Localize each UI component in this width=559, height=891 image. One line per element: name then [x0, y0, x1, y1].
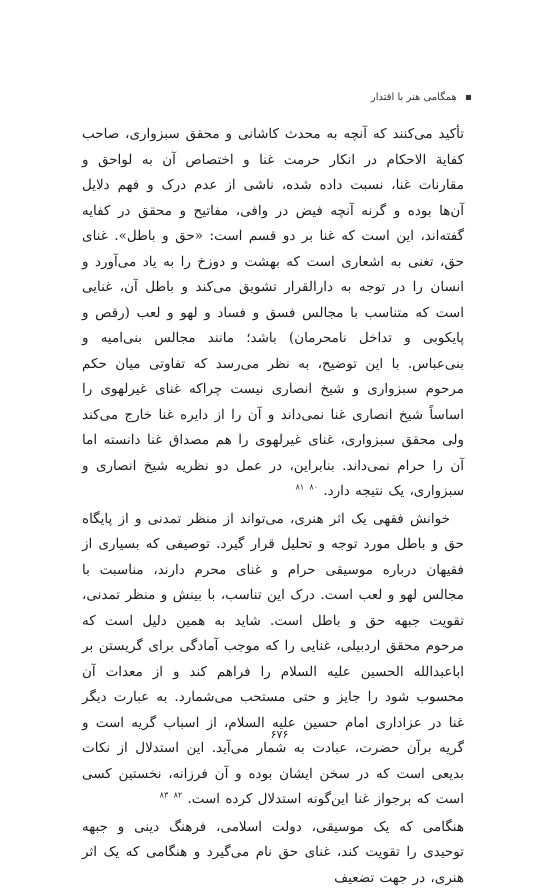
paragraph-3: [82, 815, 464, 891]
footnote-ref-82[interactable]: ۸۲: [174, 791, 183, 800]
page-number: ۶۷۶: [0, 728, 559, 741]
footnote-ref-83[interactable]: ۸۳: [160, 791, 169, 800]
paragraph-1-text: تأکید می‌کنند که آنچه به محدث کاشانی و محقق سبزواری، صاحب کفایة الاحکام در انکار حرمت غنا و اختصاص آن به لواحق و مقارنات غنا، نسبت داده شده، ناشی از عدم درک و فهم دلایل آن‌ها بوده و گرنه آنچه فیض در وافی، مفاتیح و محقق در کفایه گفته‌اند، این است که غنا بر دو قسم است: «حق و باطل». غنای حق، تغنی به اشعاری است که بهشت و دوزخ را به یاد می‌آورد و انسان را در توجه به دارالقرار تشویق می‌کند و باطل آن، غنایی است که متناسب با مجالس فسق و فساد و لهو و لعب (رقص و پایکوبی و تداخل نامحرمان) باشد؛ مانند مجالس بنی‌امیه و بنی‌عباس. با این توضیح، به نظر می‌رسد که تفاوتی میان حکم مرحوم سبزواری و شیخ انصاری نیست چراکه غنای غیرلهوی را اساساً شیخ انصاری غنا نمی‌داند و آن را از دایره غنا خارج می‌کند ولی محقق سبزواری، غنای غیرلهوی را هم مصداق غنا دانسته اما آن را حرام نمی‌داند. بنابراین، در عمل دو نظریه شیخ انصاری و سبزواری، یک نتیجه دارد.: [82, 126, 464, 499]
running-header: [71, 92, 471, 103]
paragraph-1: [82, 122, 464, 505]
paragraph-3-text: هنگامی که یک موسیقی، دولت اسلامی، فرهنگ دینی و جبهه توحیدی را تقویت کند، غنای حق نام می‌گیرد و هنگامی که یک اثر هنری، در جهت تضعیف: [82, 819, 464, 886]
footnote-ref-81[interactable]: ۸۱: [296, 483, 305, 492]
footnote-ref-80[interactable]: ۸۰: [309, 483, 318, 492]
running-title: همگامی هنر با اقتدار: [371, 92, 457, 103]
paragraph-2: [82, 507, 464, 813]
paragraph-2-text: خوانش فقهی یک اثر هنری، می‌تواند از منظر تمدنی و از پایگاه حق و باطل مورد توجه و تحلیل قرار گیرد. توصیفی که بسیاری از فقیهان درباره موسیقی حرام و غنای محرم دارند، مناسبت با مجالس لهو و لعب است. درک این تناسب، با بینش و منظر تمدنی، تقویت جبهه حق و باطل است. شاید به همین دلیل است که مرحوم محقق اردبیلی، غنایی را که موجب آمادگی برای گریستن بر اباعبدالله الحسین علیه السلام را فراهم کند و از معدات آن محسوب شود را جایز و حتی مستحب می‌شمارد. به عبارت دیگر غنا در عزاداری امام حسین علیه السلام، از اسباب گریه است و گریه برآن حضرت، عبادت به شمار می‌آید. این استدلال از نکات بدیعی است که در سخن ایشان بوده و آن فرزانه، نخستین کسی است که برجواز غنا این‌گونه استدلال کرده است.: [82, 511, 464, 808]
body-text: [82, 122, 464, 722]
header-bullet-icon: [466, 95, 471, 100]
